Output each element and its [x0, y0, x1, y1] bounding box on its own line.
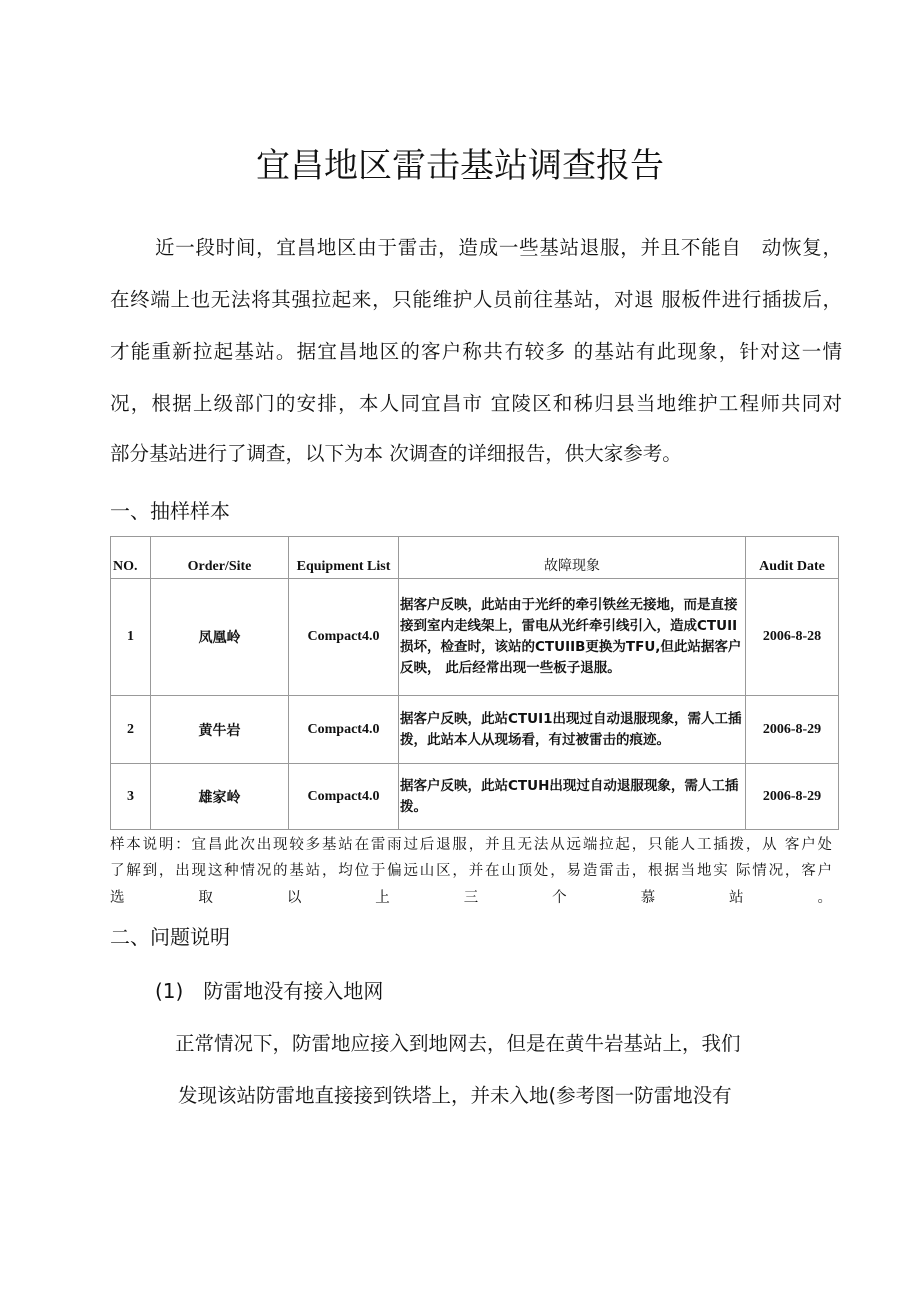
section-heading: 二、问题说明	[110, 925, 230, 949]
cell-site: 雄家岭	[151, 764, 289, 830]
col-header: Order/Site	[151, 537, 289, 579]
intro-line: 近一段时间，宜昌地区由于雷击，造成一些基站退服，并且不能自 动恢复，	[155, 236, 842, 259]
col-header: 故障现象	[399, 537, 746, 579]
body-line: 正常情况下，防雷地应接入到地网去，但是在黄牛岩基站上，我们	[175, 1032, 741, 1055]
table-header-row	[111, 537, 839, 579]
intro-line: 部分基站进行了调查，以下为本 次调查的详细报告，供大家参考。	[110, 442, 682, 465]
sample-table	[110, 536, 839, 830]
cell-no: 3	[111, 764, 151, 830]
cell-equipment: Compact4.0	[289, 579, 399, 696]
sample-note-line: 选 取 以 上 三 个 慕 站 。	[110, 890, 832, 906]
sample-note-line: 了解到，出现这种情况的基站，均位于偏远山区，并在山顶处，易造雷击，根据当地实 际情况，客户	[110, 863, 832, 879]
cell-site: 黄牛岩	[151, 696, 289, 764]
table-row	[111, 696, 839, 764]
cell-equipment: Compact4.0	[289, 696, 399, 764]
cell-site: 凤凰岭	[151, 579, 289, 696]
cell-date: 2006-8-28	[746, 579, 839, 696]
intro-line: 况，根据上级部门的安排，本人同宜昌市 宜陵区和秭归县当地维护工程师共同对	[110, 392, 842, 415]
intro-line: 才能重新拉起基站。据宜昌地区的客户称共冇较多 的基站有此现象，针对这一情	[110, 340, 842, 363]
intro-line: 在终端上也无法将其强拉起来，只能维护人员前往基站，对退 服板件进行插拔后，	[110, 288, 842, 311]
col-header: NO.	[111, 537, 151, 579]
cell-no: 1	[111, 579, 151, 696]
cell-desc: 据客户反映，此站CTUI1出现过自动退服现象，需人工插拨，此站本人从现场看，有过被雷击的痕迹。	[399, 696, 746, 764]
col-header: Audit Date	[746, 537, 839, 579]
subsection-heading: (1) 防雷地没有接入地网	[155, 979, 384, 1003]
cell-no: 2	[111, 696, 151, 764]
table-row	[111, 764, 839, 830]
col-header: Equipment List	[289, 537, 399, 579]
cell-date: 2006-8-29	[746, 696, 839, 764]
sample-note-line: 样本说明：宜昌此次出现较多基站在雷雨过后退服，并且无法从远端拉起，只能人工插拨，从 客户处	[110, 837, 832, 853]
body-line: 发现该站防雷地直接接到铁塔上，并未入地(参考图一防雷地没有	[178, 1084, 732, 1107]
table-row	[111, 579, 839, 696]
cell-date: 2006-8-29	[746, 764, 839, 830]
cell-desc: 据客户反映，此站由于光纤的牵引铁丝无接地，而是直接接到室内走线架上，雷电从光纤牵引线引入，造成CTUII损坏，检查时，该站的CTUIIB更换为TFU,但此站据客户反映， 此后经常出现一些板子退服。	[399, 579, 746, 696]
cell-equipment: Compact4.0	[289, 764, 399, 830]
cell-desc: 据客户反映，此站CTUH出现过自动退服现象，需人工插拨。	[399, 764, 746, 830]
page-title: 宜昌地区雷击基站调查报告	[256, 146, 664, 186]
section-heading: 一、抽样样本	[110, 499, 230, 523]
